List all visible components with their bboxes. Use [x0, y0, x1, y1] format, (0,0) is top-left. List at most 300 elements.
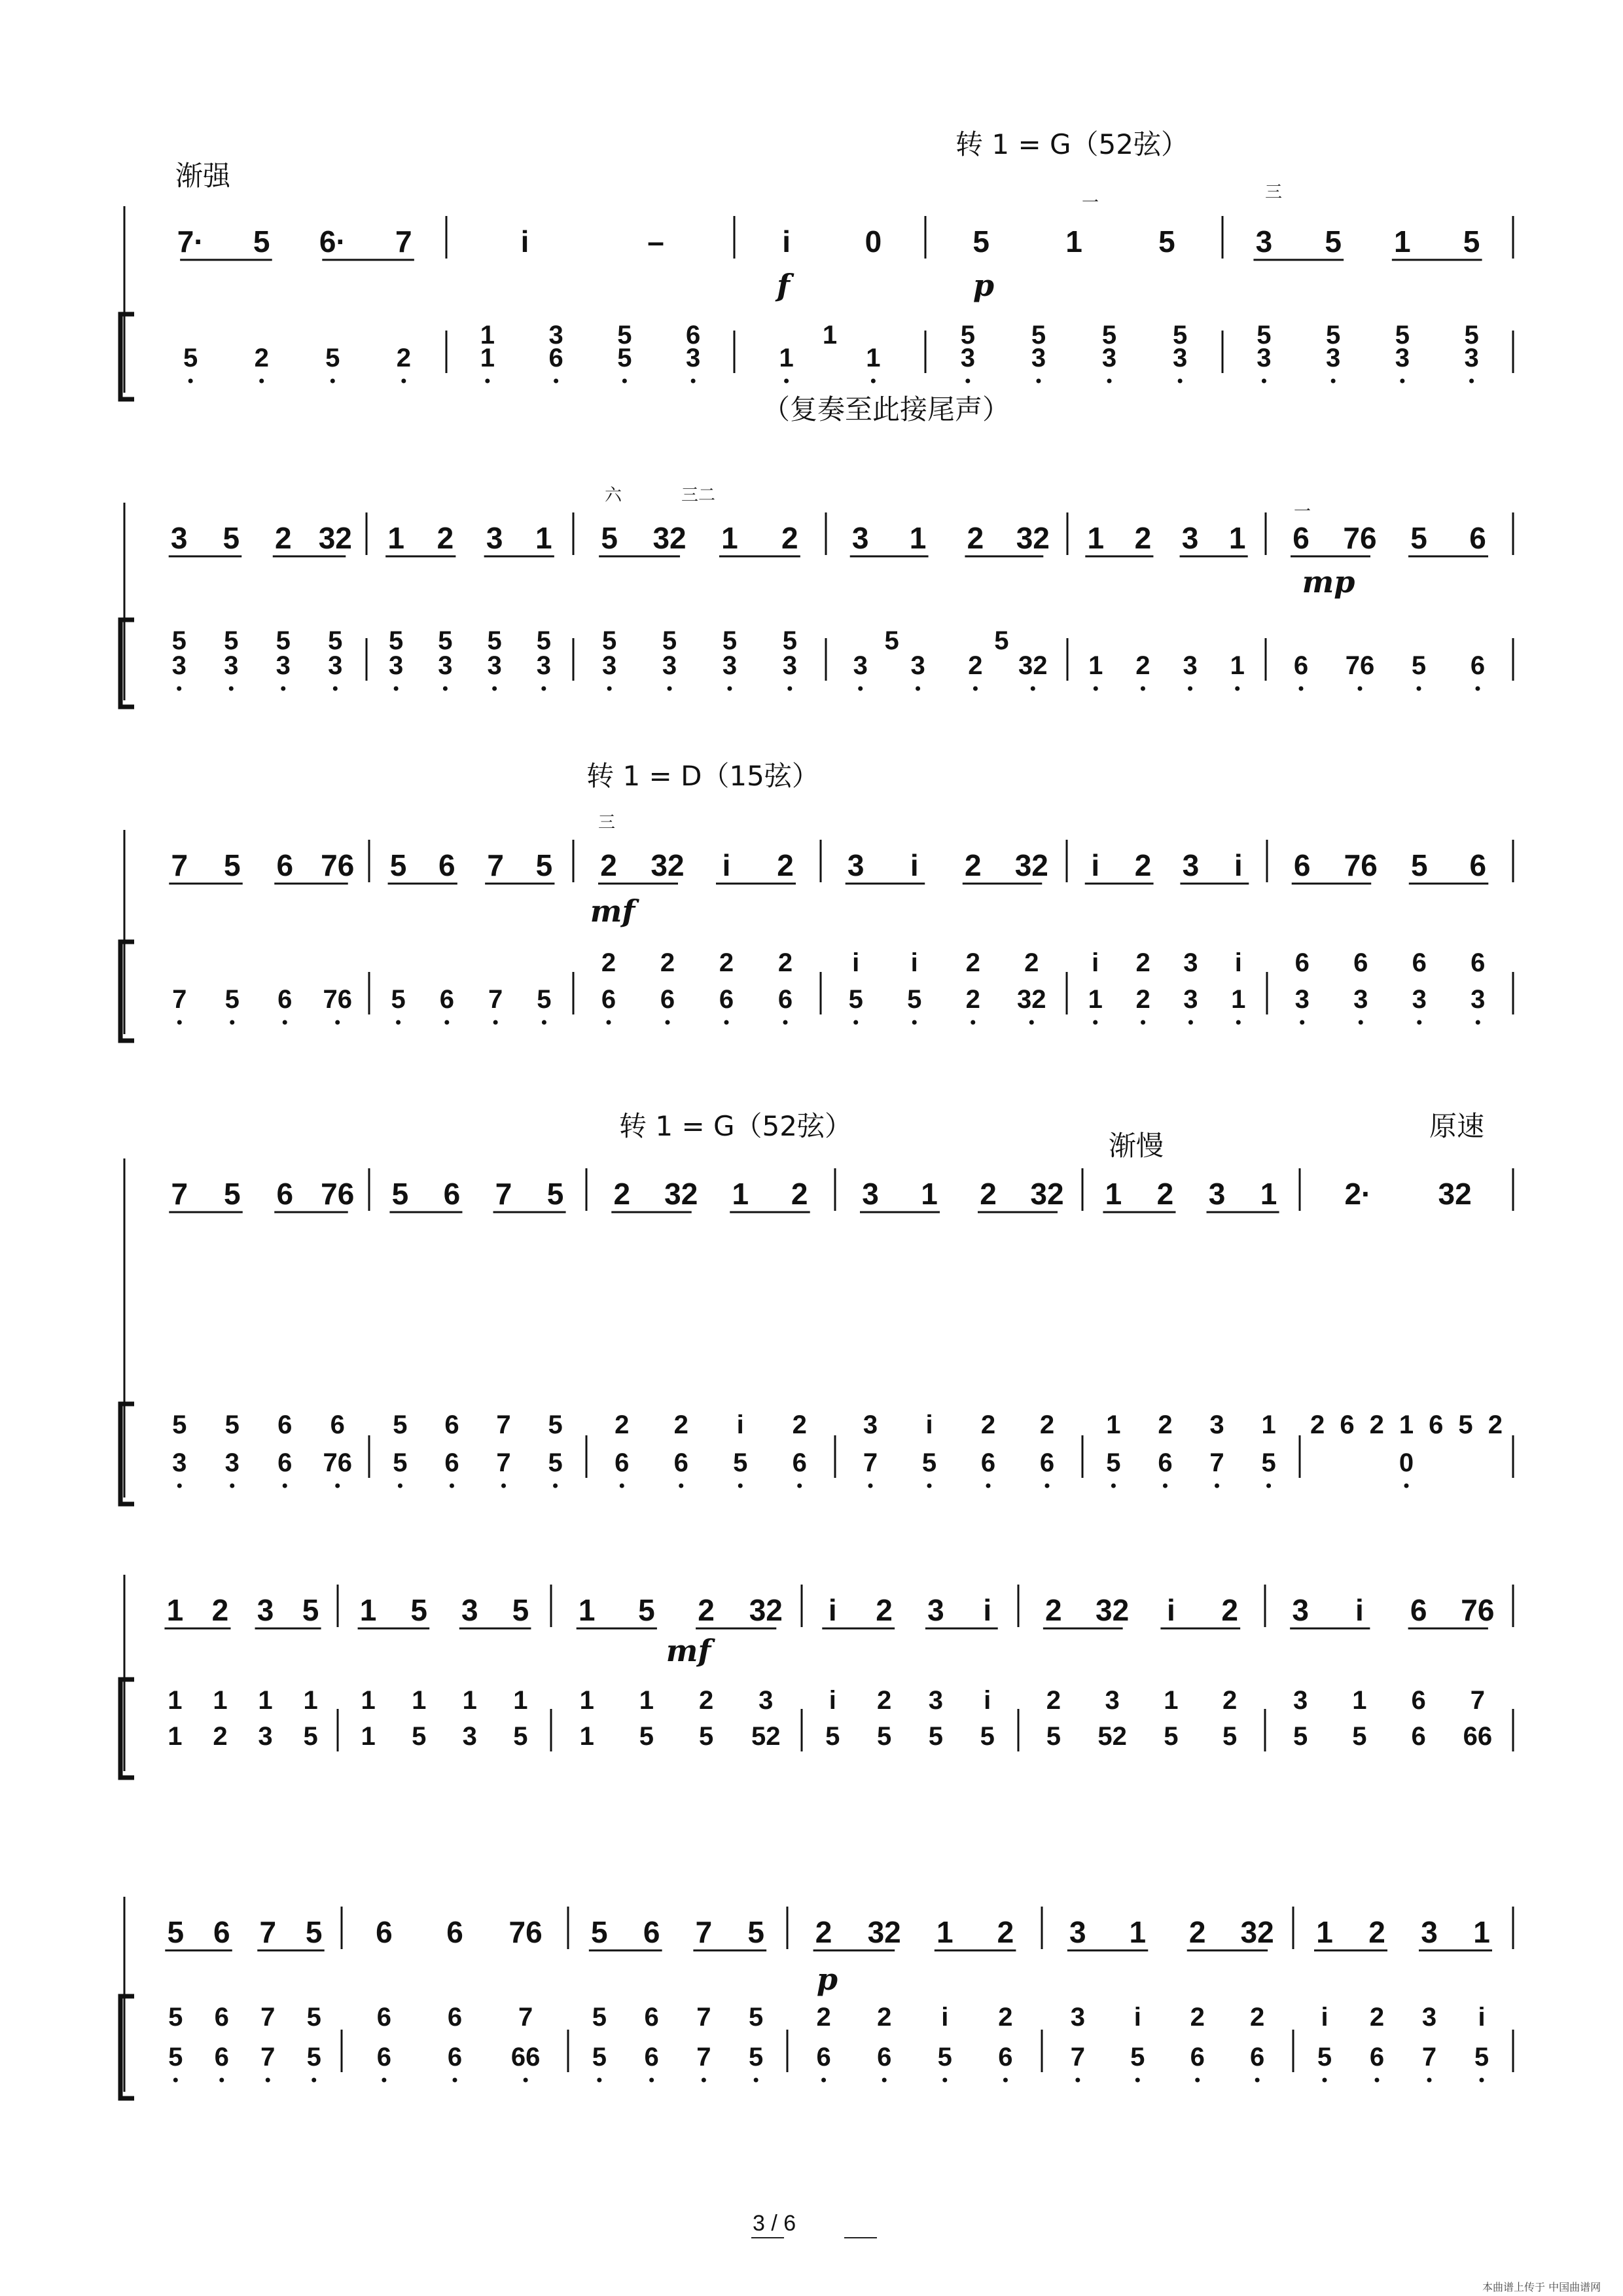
accompaniment-note: 3	[536, 651, 551, 680]
accompaniment-note: 1	[258, 1686, 273, 1715]
octave-dot	[541, 687, 546, 691]
octave-dot	[622, 379, 627, 384]
octave-dot	[312, 2078, 316, 2083]
melody-note: 76	[321, 1177, 355, 1211]
system-6	[120, 1897, 1513, 2098]
accompaniment-note: 6	[548, 344, 563, 372]
melody-note: 2	[1368, 1915, 1385, 1949]
system-2	[120, 486, 1513, 707]
octave-dot	[330, 379, 335, 384]
octave-dot	[1476, 1020, 1480, 1025]
melody-note: 76	[508, 1915, 543, 1949]
octave-dot	[858, 687, 863, 691]
melody-note: 1	[1065, 224, 1082, 259]
accompaniment-note: i	[1133, 2003, 1141, 2032]
melody-note: 6	[1293, 521, 1310, 555]
accompaniment-note: 32	[1018, 651, 1048, 680]
melody-note: 32	[1030, 1177, 1064, 1211]
octave-dot	[797, 1484, 802, 1488]
accompaniment-note: 5	[168, 2043, 183, 2072]
accompaniment-note: 6	[1470, 651, 1486, 680]
accompaniment-note: 3	[853, 651, 868, 680]
accompaniment-note: 5	[592, 2003, 607, 2032]
accompaniment-note: 6	[719, 985, 734, 1014]
accompaniment-note: 1	[1352, 1686, 1367, 1715]
accompaniment-note: 2	[396, 344, 411, 372]
melody-note: 3	[1182, 848, 1200, 882]
fingering-mark: 三二	[681, 486, 716, 505]
octave-dot	[444, 1020, 449, 1025]
octave-dot	[754, 2078, 758, 2083]
accompaniment-note: 3	[1070, 2003, 1085, 2032]
accompaniment-bracket	[120, 314, 134, 399]
accompaniment-note: 5	[825, 1722, 840, 1751]
melody-note: 3	[257, 1593, 274, 1627]
melody-note: 5	[410, 1593, 427, 1627]
melody-note: 2	[600, 848, 617, 882]
melody-note: 1	[1260, 1177, 1277, 1211]
accompaniment-note: 1	[480, 321, 495, 350]
accompaniment-note: 7	[1470, 1686, 1485, 1715]
melody-note: i	[1166, 1593, 1175, 1627]
note-annotation: （复奏至此接尾声）	[762, 393, 1010, 425]
melody-note: 32	[749, 1593, 783, 1627]
system-1	[120, 128, 1513, 425]
accompaniment-note: 5	[662, 626, 677, 655]
octave-dot	[1331, 379, 1336, 384]
melody-note: 2	[781, 521, 798, 555]
accompaniment-note: 5	[1293, 1722, 1308, 1751]
melody-note: 2	[777, 848, 794, 882]
melody-note: 32	[867, 1915, 901, 1949]
accompaniment-note: 7	[696, 2003, 711, 2032]
fingering-mark: 三	[597, 813, 616, 833]
melody-note: 2	[274, 521, 292, 555]
tempo-annotation: 渐强	[175, 160, 231, 192]
fingering-mark: 一	[1081, 193, 1099, 213]
melody-note: 32	[1014, 848, 1048, 882]
accompaniment-note: 7	[518, 2003, 533, 2032]
melody-note: 6	[446, 1915, 463, 1949]
accompaniment-note: 1	[1231, 985, 1246, 1014]
octave-dot	[493, 1020, 498, 1025]
accompaniment-note: 3	[258, 1722, 273, 1751]
accompaniment-note: 5	[1326, 321, 1341, 350]
accompaniment-note: 5	[389, 626, 404, 655]
accompaniment-note: 66	[510, 2043, 541, 2072]
melody-note: 2	[967, 521, 984, 555]
accompaniment-note: 6	[447, 2003, 463, 2032]
accompaniment-note: 6	[444, 1448, 459, 1477]
octave-dot	[1236, 1020, 1241, 1025]
melody-note: 1	[535, 521, 552, 555]
accompaniment-note: 2	[876, 1686, 892, 1715]
accompaniment-note: 5	[733, 1448, 748, 1477]
footer-underline-left	[751, 2237, 784, 2238]
accompaniment-note: 5	[617, 344, 632, 372]
octave-dot	[396, 1020, 401, 1025]
key-annotation: 转 1 = D（15弦）	[586, 760, 819, 792]
accompaniment-note: 2	[968, 651, 983, 680]
accompaniment-note: 3	[1353, 985, 1368, 1014]
accompaniment-note: 3	[1421, 2003, 1437, 2032]
octave-dot	[868, 1484, 873, 1488]
accompaniment-note: 6	[1353, 948, 1368, 977]
octave-dot	[882, 2078, 887, 2083]
accompaniment-note: 6	[330, 1410, 345, 1439]
accompaniment-note: 7	[1070, 2043, 1085, 2072]
accompaniment-note: 6	[644, 2043, 659, 2072]
melody-note: 5	[747, 1915, 764, 1949]
octave-dot	[177, 687, 181, 691]
dynamic-marking: mf	[590, 893, 635, 929]
melody-note: i	[983, 1593, 992, 1627]
accompaniment-note: 0	[1399, 1448, 1414, 1477]
accompaniment-note: 1	[779, 344, 794, 372]
melody-note: 2	[791, 1177, 808, 1211]
accompaniment-note: 2	[1190, 2003, 1205, 2032]
melody-note: 1	[936, 1915, 954, 1949]
melody-note: 6	[276, 848, 294, 882]
octave-dot	[1141, 687, 1145, 691]
accompaniment-note: 2	[1158, 1410, 1173, 1439]
accompaniment-note: 5	[1261, 1448, 1276, 1477]
melody-note: 1	[1129, 1915, 1147, 1949]
melody-note: 76	[1343, 521, 1377, 555]
accompaniment-note: 7	[863, 1448, 878, 1477]
octave-dot	[1417, 687, 1421, 691]
accompaniment-note: i	[736, 1410, 744, 1439]
octave-dot	[1215, 1484, 1219, 1488]
dynamic-marking: f	[777, 268, 790, 303]
accompaniment-note: 2	[816, 2003, 831, 2032]
accompaniment-note: 5	[1317, 2043, 1332, 2072]
melody-note: 3	[1181, 521, 1199, 555]
octave-dot	[727, 687, 732, 691]
melody-note: 3	[851, 521, 869, 555]
melody-note: 5	[512, 1593, 529, 1627]
accompaniment-note: 5	[303, 1722, 318, 1751]
accompaniment-note: 3	[438, 651, 453, 680]
tempo-annotation: 渐慢	[1108, 1130, 1164, 1162]
accompaniment-note: 3	[782, 651, 797, 680]
accompaniment-note: 5	[876, 1722, 892, 1751]
octave-dot	[1094, 687, 1098, 691]
accompaniment-note: 7	[696, 2043, 711, 2072]
octave-dot	[787, 687, 792, 691]
melody-note: 5	[389, 848, 407, 882]
octave-dot	[620, 1484, 624, 1488]
accompaniment-note: 2	[660, 948, 675, 977]
accompaniment-note: 3	[548, 321, 563, 350]
octave-dot	[1111, 1484, 1116, 1488]
melody-note: 32	[664, 1177, 698, 1211]
accompaniment-note: 2	[673, 1410, 688, 1439]
melody-note: 2	[1188, 1915, 1206, 1949]
accompaniment-note: 3	[910, 651, 925, 680]
melody-note: 1	[1316, 1915, 1333, 1949]
octave-dot	[1358, 687, 1363, 691]
accompaniment-note: 3	[722, 651, 738, 680]
melody-note: 2	[876, 1593, 893, 1627]
key-annotation: 转 1 = G（52弦）	[619, 1110, 852, 1142]
octave-dot	[1093, 1020, 1097, 1025]
accompaniment-note: 76	[323, 1448, 352, 1477]
octave-dot	[1107, 379, 1112, 384]
octave-dot	[283, 1020, 287, 1025]
accompaniment-note: 7	[496, 1410, 511, 1439]
melody-note: i	[1355, 1593, 1364, 1627]
octave-dot	[1266, 1484, 1271, 1488]
accompaniment-note: 5	[487, 626, 502, 655]
octave-dot	[821, 2078, 826, 2083]
octave-dot	[230, 1484, 234, 1488]
accompaniment-note: 5	[1464, 321, 1479, 350]
octave-dot	[1075, 2078, 1080, 2083]
melody-note: 32	[652, 521, 687, 555]
accompaniment-note: 3	[172, 1448, 187, 1477]
octave-dot	[1400, 379, 1404, 384]
accompaniment-note: 1	[866, 344, 881, 372]
melody-note: 1	[1087, 521, 1105, 555]
dynamic-marking: p	[972, 268, 995, 303]
melody-note: 2	[1045, 1593, 1062, 1627]
accompaniment-note: 5	[639, 1722, 654, 1751]
melody-note: 6	[1410, 1593, 1427, 1627]
accompaniment-note: i	[852, 948, 860, 977]
melody-note: 6	[1469, 521, 1486, 555]
accompaniment-note: 5	[1458, 1410, 1473, 1439]
octave-dot	[649, 2078, 654, 2083]
system-3	[120, 760, 1513, 1041]
accompaniment-note: 3	[602, 651, 617, 680]
accompaniment-note: 2	[1024, 948, 1039, 977]
accompaniment-note: 3	[928, 1686, 944, 1715]
melody-note: 5	[546, 1177, 564, 1211]
octave-dot	[1427, 2078, 1432, 2083]
accompaniment-note: 5	[1130, 2043, 1145, 2072]
melody-note: 3	[927, 1593, 944, 1627]
octave-dot	[1469, 379, 1474, 384]
accompaniment-note: 2	[1222, 1686, 1238, 1715]
accompaniment-note: 3	[487, 651, 502, 680]
accompaniment-note: 6	[1340, 1410, 1355, 1439]
melody-note: 2	[997, 1915, 1014, 1949]
accompaniment-note: 3	[1183, 985, 1198, 1014]
accompaniment-note: 5	[171, 626, 187, 655]
accompaniment-note: 1	[462, 1686, 477, 1715]
accompaniment-note: 1	[213, 1686, 228, 1715]
melody-note: 5	[535, 848, 553, 882]
melody-note: 2·	[1344, 1177, 1372, 1211]
accompaniment-note: 3	[1326, 344, 1341, 372]
melody-note: 7	[171, 1177, 188, 1211]
melody-note: 6	[438, 848, 455, 882]
octave-dot	[501, 1484, 506, 1488]
melody-note: 1	[909, 521, 927, 555]
accompaniment-note: 1	[412, 1686, 427, 1715]
melody-note: 1	[387, 521, 404, 555]
octave-dot	[738, 1484, 743, 1488]
melody-note: 2	[1156, 1177, 1174, 1211]
melody-note: 5	[1325, 224, 1342, 259]
octave-dot	[401, 379, 406, 384]
melody-note: 32	[651, 848, 685, 882]
octave-dot	[333, 687, 338, 691]
octave-dot	[942, 2078, 947, 2083]
octave-dot	[1480, 2078, 1484, 2083]
accompaniment-note: 5	[393, 1410, 408, 1439]
footer-credit: 本曲谱上传于 中国曲谱网	[1482, 2281, 1601, 2293]
accompaniment-note: 2	[1488, 1410, 1503, 1439]
accompaniment-note: 6	[1158, 1448, 1173, 1477]
melody-note: 5	[638, 1593, 655, 1627]
octave-dot	[382, 2078, 386, 2083]
melody-note: 5	[253, 224, 270, 259]
accompaniment-note: 5	[1222, 1722, 1238, 1751]
accompaniment-note: 5	[617, 321, 632, 350]
accompaniment-note: 5	[848, 985, 863, 1014]
accompaniment-note: 5	[749, 2003, 764, 2032]
accompaniment-note: 1	[1261, 1410, 1276, 1439]
accompaniment-note: 2	[965, 985, 980, 1014]
octave-dot	[1262, 379, 1266, 384]
accompaniment-note: 6	[444, 1410, 459, 1439]
octave-dot	[335, 1484, 340, 1488]
accompaniment-note: 3	[1294, 985, 1310, 1014]
octave-dot	[666, 1020, 670, 1025]
melody-note: 32	[1016, 521, 1050, 555]
accompaniment-bracket	[120, 1404, 134, 1504]
accompaniment-note: 6	[660, 985, 675, 1014]
accompaniment-note: 1	[361, 1722, 376, 1751]
melody-note: 2	[815, 1915, 832, 1949]
accompaniment-note: 5	[438, 626, 453, 655]
accompaniment-note: 3	[1412, 985, 1427, 1014]
octave-dot	[259, 379, 264, 384]
melody-note: 3	[486, 521, 503, 555]
melody-note: –	[647, 224, 664, 259]
melody-note: 6	[213, 1915, 230, 1949]
melody-note: i	[910, 848, 919, 882]
octave-dot	[1178, 379, 1183, 384]
accompaniment-note: 3	[960, 344, 975, 372]
accompaniment-note: 2	[1369, 1410, 1384, 1439]
accompaniment-note: 3	[1471, 985, 1486, 1014]
accompaniment-note: 5	[548, 1410, 563, 1439]
melody-note: i	[782, 224, 791, 259]
tempo-annotation: 原速	[1429, 1110, 1485, 1142]
melody-note: 5	[1410, 521, 1427, 555]
melody-note: 5	[223, 848, 241, 882]
accompaniment-note: 2	[1046, 1686, 1061, 1715]
octave-dot	[266, 2078, 270, 2083]
accompaniment-note: 3	[1031, 344, 1046, 372]
melody-note: 7·	[177, 224, 204, 259]
octave-dot	[912, 1020, 917, 1025]
accompaniment-note: 5	[749, 2043, 764, 2072]
octave-dot	[281, 687, 285, 691]
accompaniment-note: 6	[376, 2003, 391, 2032]
accompaniment-note: 2	[601, 948, 616, 977]
accompaniment-note: 3	[171, 651, 187, 680]
accompaniment-note: 7	[260, 2043, 276, 2072]
accompaniment-note: 1	[361, 1686, 376, 1715]
accompaniment-note: 5	[536, 626, 551, 655]
melody-note: 1	[732, 1177, 749, 1211]
melody-note: 2	[613, 1177, 631, 1211]
octave-dot	[607, 1020, 611, 1025]
octave-dot	[188, 379, 193, 384]
octave-dot	[177, 1484, 182, 1488]
accompaniment-note: 1	[168, 1686, 183, 1715]
melody-note: 2	[980, 1177, 997, 1211]
accompaniment-note: 6	[214, 2043, 229, 2072]
accompaniment-note: i	[1321, 2003, 1329, 2032]
accompaniment-note: 2	[1135, 948, 1150, 977]
accompaniment-note: 5	[325, 344, 340, 372]
melody-note: 7	[259, 1915, 277, 1949]
accompaniment-note: 7	[260, 2003, 276, 2032]
accompaniment-note: 5	[980, 1722, 995, 1751]
melody-note: 5	[167, 1915, 185, 1949]
octave-dot	[1417, 1020, 1421, 1025]
accompaniment-note: 3	[1257, 344, 1272, 372]
accompaniment-note: 52	[1097, 1722, 1127, 1751]
accompaniment-note: 76	[323, 985, 352, 1014]
octave-dot	[1141, 1020, 1145, 1025]
octave-dot	[283, 1484, 287, 1488]
melody-note: 32	[1438, 1177, 1472, 1211]
melody-note: 5	[302, 1593, 319, 1627]
octave-dot	[219, 2078, 224, 2083]
accompaniment-note: 76	[1345, 651, 1375, 680]
accompaniment-note: 6	[792, 1448, 807, 1477]
melody-note: i	[1091, 848, 1100, 882]
accompaniment-note: 5	[306, 2043, 321, 2072]
octave-dot	[597, 2078, 601, 2083]
accompaniment-note: 6	[601, 985, 616, 1014]
accompaniment-note: 2	[1369, 2003, 1385, 2032]
melody-note: 76	[1344, 848, 1378, 882]
melody-note: 7	[487, 848, 504, 882]
dynamic-marking: p	[816, 1962, 838, 1997]
accompaniment-note: 52	[751, 1722, 781, 1751]
accompaniment-note: 6	[816, 2043, 831, 2072]
octave-dot	[443, 687, 448, 691]
octave-dot	[1195, 2078, 1200, 2083]
octave-dot	[691, 379, 696, 384]
accompaniment-note: 3	[1105, 1686, 1120, 1715]
octave-dot	[398, 1484, 402, 1488]
octave-dot	[668, 687, 672, 691]
octave-dot	[986, 1484, 991, 1488]
melody-note: 2	[964, 848, 982, 882]
accompaniment-note: 6	[439, 985, 454, 1014]
octave-dot	[542, 1020, 546, 1025]
melody-note: 5	[1410, 848, 1428, 882]
melody-note: 0	[865, 224, 882, 259]
octave-dot	[971, 1020, 975, 1025]
melody-note: 5	[223, 1177, 241, 1211]
accompaniment-note: 5	[393, 1448, 408, 1477]
accompaniment-note: 1	[822, 321, 838, 350]
accompaniment-note: 1	[579, 1686, 594, 1715]
accompaniment-note: 5	[722, 626, 738, 655]
octave-dot	[553, 1484, 558, 1488]
octave-dot	[394, 687, 399, 691]
melody-note: 2	[698, 1593, 715, 1627]
